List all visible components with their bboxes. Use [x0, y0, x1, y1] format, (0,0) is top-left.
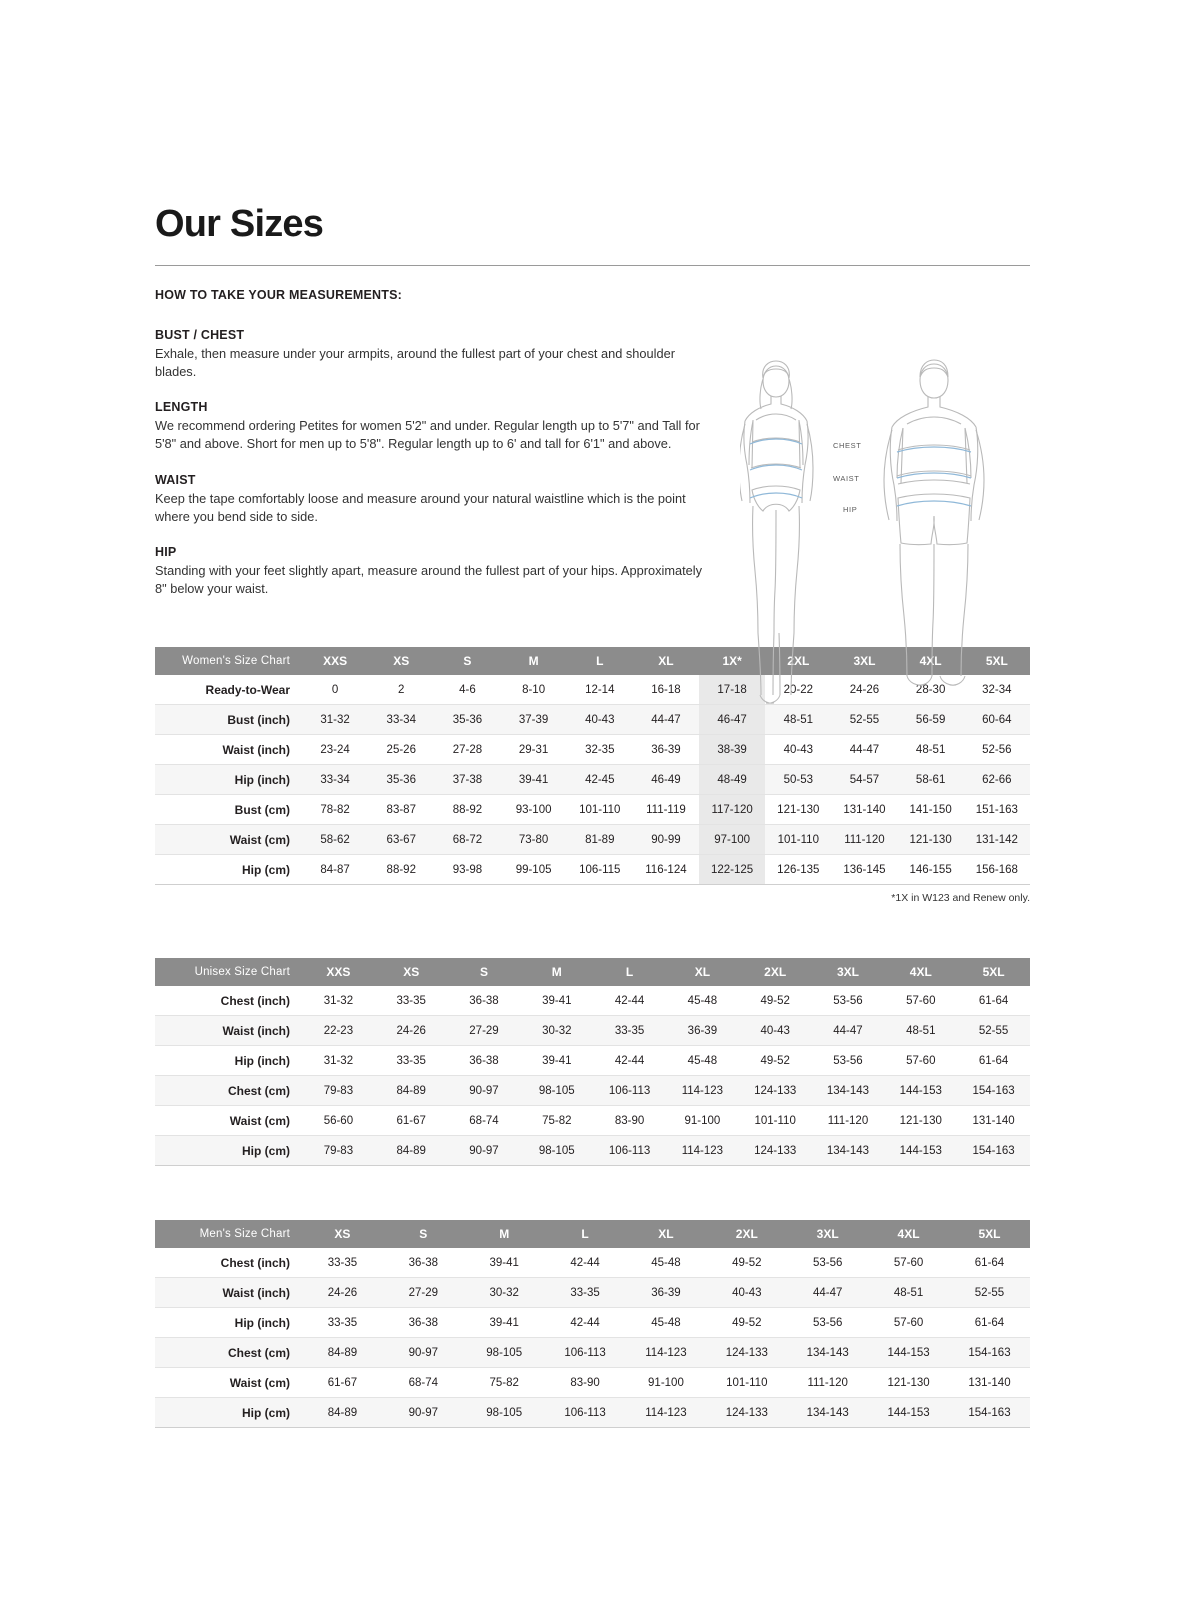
cell: 45-48 [626, 1308, 707, 1338]
section-hip [155, 545, 715, 598]
cell: 24-26 [375, 1016, 448, 1046]
cell: 78-82 [302, 795, 368, 825]
cell: 98-105 [464, 1338, 545, 1368]
column-header: 1X* [699, 647, 765, 675]
cell: 40-43 [739, 1016, 812, 1046]
row-label: Hip (cm) [155, 1136, 302, 1166]
section-body: We recommend ordering Petites for women 5'2" and under. Regular length up to 5'7" and Tall for 5'8" and above. Short for men up to 5'8". Regular length up to 6' and tall for 6'1" and above. [155, 418, 700, 452]
cell: 154-163 [957, 1136, 1030, 1166]
mens-chart-header-label: Men's Size Chart [155, 1220, 302, 1248]
column-header: 3XL [812, 958, 885, 986]
cell: 88-92 [434, 795, 500, 825]
cell: 42-44 [593, 986, 666, 1016]
cell: 36-39 [666, 1016, 739, 1046]
cell: 49-52 [739, 986, 812, 1016]
cell: 33-35 [302, 1248, 383, 1278]
cell: 61-64 [957, 1046, 1030, 1076]
column-header: 5XL [964, 647, 1030, 675]
column-header: 3XL [831, 647, 897, 675]
cell: 24-26 [302, 1278, 383, 1308]
cell: 106-115 [567, 855, 633, 885]
cell: 131-140 [831, 795, 897, 825]
cell: 52-55 [957, 1016, 1030, 1046]
page-content [155, 205, 1030, 1428]
table-row [155, 1368, 1030, 1398]
figure-labels [833, 441, 861, 514]
section-length [155, 400, 715, 453]
cell: 144-153 [884, 1076, 957, 1106]
column-header: 4XL [898, 647, 964, 675]
cell: 39-41 [520, 986, 593, 1016]
column-header: 2XL [706, 1220, 787, 1248]
section-body: Standing with your feet slightly apart, measure around the fullest part of your hips. Approximately 8" below your waist. [155, 562, 703, 597]
female-measure-lines [750, 439, 802, 498]
cell: 144-153 [868, 1398, 949, 1428]
table-row [155, 1398, 1030, 1428]
cell: 98-105 [464, 1398, 545, 1428]
cell: 40-43 [567, 705, 633, 735]
column-header: L [545, 1220, 626, 1248]
column-header: XXS [302, 958, 375, 986]
table-row [155, 1308, 1030, 1338]
cell: 50-53 [765, 765, 831, 795]
cell: 33-34 [302, 765, 368, 795]
cell: 106-113 [593, 1136, 666, 1166]
column-header: XXS [302, 647, 368, 675]
cell: 44-47 [633, 705, 699, 735]
cell: 111-120 [787, 1368, 868, 1398]
cell: 141-150 [898, 795, 964, 825]
cell: 20-22 [765, 675, 831, 705]
cell: 131-140 [949, 1368, 1030, 1398]
row-label: Hip (inch) [155, 765, 302, 795]
cell: 151-163 [964, 795, 1030, 825]
cell: 42-44 [593, 1046, 666, 1076]
cell: 111-120 [831, 825, 897, 855]
cell: 134-143 [812, 1076, 885, 1106]
cell: 97-100 [699, 825, 765, 855]
cell: 36-38 [383, 1308, 464, 1338]
cell: 30-32 [464, 1278, 545, 1308]
cell: 40-43 [706, 1278, 787, 1308]
section-body: Exhale, then measure under your armpits, around the fullest part of your chest and shoulder blades. [155, 346, 675, 380]
cell: 28-30 [898, 675, 964, 705]
column-header: XL [626, 1220, 707, 1248]
cell: 114-123 [666, 1136, 739, 1166]
table-row [155, 855, 1030, 885]
title-divider [155, 265, 1030, 266]
female-figure-illustration [740, 361, 813, 703]
row-label: Chest (cm) [155, 1338, 302, 1368]
cell: 98-105 [520, 1136, 593, 1166]
cell: 84-87 [302, 855, 368, 885]
table-row [155, 1136, 1030, 1166]
figure-label-hip: HIP [843, 505, 858, 514]
cell: 134-143 [787, 1338, 868, 1368]
cell: 114-123 [626, 1398, 707, 1428]
cell: 53-56 [812, 1046, 885, 1076]
cell: 44-47 [787, 1278, 868, 1308]
row-label: Waist (cm) [155, 1106, 302, 1136]
cell: 61-64 [949, 1248, 1030, 1278]
column-header: XL [666, 958, 739, 986]
cell: 90-99 [633, 825, 699, 855]
cell: 124-133 [706, 1398, 787, 1428]
table-row [155, 735, 1030, 765]
mens-size-chart-table [155, 1220, 1030, 1428]
cell: 37-39 [501, 705, 567, 735]
cell: 31-32 [302, 986, 375, 1016]
row-label: Chest (inch) [155, 1248, 302, 1278]
male-figure-illustration [884, 360, 984, 685]
cell: 23-24 [302, 735, 368, 765]
cell: 39-41 [501, 765, 567, 795]
cell: 57-60 [868, 1248, 949, 1278]
cell: 68-74 [448, 1106, 521, 1136]
page-title: Our Sizes [155, 203, 324, 245]
cell: 126-135 [765, 855, 831, 885]
cell: 124-133 [706, 1338, 787, 1368]
cell: 42-45 [567, 765, 633, 795]
cell: 154-163 [949, 1398, 1030, 1428]
cell: 156-168 [964, 855, 1030, 885]
cell: 48-51 [898, 735, 964, 765]
cell: 12-14 [567, 675, 633, 705]
table-header-row [155, 958, 1030, 986]
cell: 114-123 [626, 1338, 707, 1368]
cell: 37-38 [434, 765, 500, 795]
cell: 57-60 [884, 1046, 957, 1076]
cell: 36-39 [633, 735, 699, 765]
column-header: S [383, 1220, 464, 1248]
cell: 42-44 [545, 1248, 626, 1278]
cell: 39-41 [464, 1308, 545, 1338]
column-header: S [434, 647, 500, 675]
figure-label-chest: CHEST [833, 441, 862, 450]
cell: 49-52 [739, 1046, 812, 1076]
cell: 27-29 [383, 1278, 464, 1308]
column-header: 4XL [868, 1220, 949, 1248]
cell: 31-32 [302, 1046, 375, 1076]
row-label: Waist (inch) [155, 1278, 302, 1308]
table-row [155, 986, 1030, 1016]
cell: 88-92 [368, 855, 434, 885]
cell: 106-113 [593, 1076, 666, 1106]
cell: 39-41 [464, 1248, 545, 1278]
body-measurement-figures [740, 358, 1040, 718]
section-title: BUST / CHEST [155, 328, 245, 342]
column-header: XS [375, 958, 448, 986]
cell: 93-100 [501, 795, 567, 825]
cell: 45-48 [626, 1248, 707, 1278]
cell: 154-163 [949, 1338, 1030, 1368]
section-bust-chest [155, 328, 715, 381]
cell: 52-56 [964, 735, 1030, 765]
cell: 48-51 [884, 1016, 957, 1046]
cell: 61-67 [375, 1106, 448, 1136]
cell: 84-89 [302, 1338, 383, 1368]
cell: 53-56 [787, 1248, 868, 1278]
cell: 48-51 [868, 1278, 949, 1308]
cell: 84-89 [302, 1398, 383, 1428]
table-row [155, 825, 1030, 855]
cell: 62-66 [964, 765, 1030, 795]
cell: 101-110 [765, 825, 831, 855]
cell: 33-35 [375, 986, 448, 1016]
section-title: HIP [155, 544, 177, 559]
unisex-size-chart-table [155, 958, 1030, 1166]
cell: 121-130 [868, 1368, 949, 1398]
cell: 22-23 [302, 1016, 375, 1046]
cell: 35-36 [434, 705, 500, 735]
table-row [155, 1338, 1030, 1368]
cell: 58-62 [302, 825, 368, 855]
table-spacer [155, 904, 1030, 940]
row-label: Hip (cm) [155, 855, 302, 885]
cell: 84-89 [375, 1136, 448, 1166]
cell: 36-38 [383, 1248, 464, 1278]
cell: 93-98 [434, 855, 500, 885]
cell: 124-133 [739, 1076, 812, 1106]
cell: 83-87 [368, 795, 434, 825]
cell: 136-145 [831, 855, 897, 885]
section-title: LENGTH [155, 400, 208, 415]
cell: 53-56 [787, 1308, 868, 1338]
table-header-row [155, 1220, 1030, 1248]
cell: 63-67 [368, 825, 434, 855]
cell: 48-51 [765, 705, 831, 735]
cell: 4-6 [434, 675, 500, 705]
cell: 60-64 [964, 705, 1030, 735]
cell: 33-35 [593, 1016, 666, 1046]
cell: 17-18 [699, 675, 765, 705]
cell: 83-90 [545, 1368, 626, 1398]
cell: 111-120 [812, 1106, 885, 1136]
cell: 16-18 [633, 675, 699, 705]
how-to-heading: HOW TO TAKE YOUR MEASUREMENTS: [155, 288, 402, 302]
cell: 131-142 [964, 825, 1030, 855]
column-header: 3XL [787, 1220, 868, 1248]
measurement-instructions [155, 288, 1030, 633]
cell: 91-100 [666, 1106, 739, 1136]
cell: 154-163 [957, 1076, 1030, 1106]
cell: 73-80 [501, 825, 567, 855]
column-header: XS [302, 1220, 383, 1248]
table-row [155, 1106, 1030, 1136]
cell: 33-35 [302, 1308, 383, 1338]
cell: 146-155 [898, 855, 964, 885]
row-label: Waist (inch) [155, 1016, 302, 1046]
cell: 33-34 [368, 705, 434, 735]
cell: 46-47 [699, 705, 765, 735]
cell: 32-35 [567, 735, 633, 765]
table-row [155, 1016, 1030, 1046]
cell: 53-56 [812, 986, 885, 1016]
cell: 58-61 [898, 765, 964, 795]
cell: 68-72 [434, 825, 500, 855]
male-measure-lines [897, 447, 971, 506]
cell: 134-143 [812, 1136, 885, 1166]
cell: 46-49 [633, 765, 699, 795]
cell: 27-29 [448, 1016, 521, 1046]
table-row [155, 1278, 1030, 1308]
cell: 101-110 [567, 795, 633, 825]
column-header: 2XL [739, 958, 812, 986]
cell: 56-60 [302, 1106, 375, 1136]
cell: 144-153 [868, 1338, 949, 1368]
cell: 111-119 [633, 795, 699, 825]
cell: 90-97 [383, 1398, 464, 1428]
cell: 121-130 [884, 1106, 957, 1136]
cell: 32-34 [964, 675, 1030, 705]
cell: 36-39 [626, 1278, 707, 1308]
cell: 101-110 [739, 1106, 812, 1136]
cell: 56-59 [898, 705, 964, 735]
column-header: 4XL [884, 958, 957, 986]
column-header: 5XL [957, 958, 1030, 986]
cell: 39-41 [520, 1046, 593, 1076]
cell: 36-38 [448, 986, 521, 1016]
cell: 121-130 [898, 825, 964, 855]
cell: 75-82 [464, 1368, 545, 1398]
cell: 33-35 [375, 1046, 448, 1076]
row-label: Hip (inch) [155, 1308, 302, 1338]
column-header: L [593, 958, 666, 986]
column-header: M [464, 1220, 545, 1248]
cell: 79-83 [302, 1136, 375, 1166]
table-row [155, 1076, 1030, 1106]
cell: 24-26 [831, 675, 897, 705]
cell: 54-57 [831, 765, 897, 795]
column-header: XL [633, 647, 699, 675]
row-label: Waist (inch) [155, 735, 302, 765]
cell: 75-82 [520, 1106, 593, 1136]
cell: 90-97 [448, 1136, 521, 1166]
row-label: Ready-to-Wear [155, 675, 302, 705]
column-header: M [501, 647, 567, 675]
cell: 49-52 [706, 1248, 787, 1278]
cell: 114-123 [666, 1076, 739, 1106]
cell: 2 [368, 675, 434, 705]
cell: 134-143 [787, 1398, 868, 1428]
cell: 106-113 [545, 1398, 626, 1428]
cell: 0 [302, 675, 368, 705]
cell: 84-89 [375, 1076, 448, 1106]
cell: 98-105 [520, 1076, 593, 1106]
womens-chart-header-label: Women's Size Chart [155, 647, 302, 675]
cell: 122-125 [699, 855, 765, 885]
cell: 52-55 [831, 705, 897, 735]
cell: 45-48 [666, 986, 739, 1016]
cell: 101-110 [706, 1368, 787, 1398]
cell: 38-39 [699, 735, 765, 765]
cell: 99-105 [501, 855, 567, 885]
table-row [155, 1046, 1030, 1076]
cell: 61-64 [949, 1308, 1030, 1338]
row-label: Hip (cm) [155, 1398, 302, 1428]
cell: 61-64 [957, 986, 1030, 1016]
column-header: 5XL [949, 1220, 1030, 1248]
row-label: Waist (cm) [155, 1368, 302, 1398]
column-header: M [520, 958, 593, 986]
column-header: XS [368, 647, 434, 675]
unisex-chart-header-label: Unisex Size Chart [155, 958, 302, 986]
cell: 45-48 [666, 1046, 739, 1076]
cell: 8-10 [501, 675, 567, 705]
cell: 90-97 [383, 1338, 464, 1368]
measurement-text-column [155, 288, 715, 598]
cell: 124-133 [739, 1136, 812, 1166]
row-label: Chest (cm) [155, 1076, 302, 1106]
column-header: S [448, 958, 521, 986]
cell: 40-43 [765, 735, 831, 765]
cell: 35-36 [368, 765, 434, 795]
cell: 29-31 [501, 735, 567, 765]
figure-label-waist: WAIST [833, 474, 860, 483]
cell: 91-100 [626, 1368, 707, 1398]
cell: 27-28 [434, 735, 500, 765]
cell: 33-35 [545, 1278, 626, 1308]
row-label: Bust (cm) [155, 795, 302, 825]
table-row [155, 765, 1030, 795]
section-title: WAIST [155, 472, 196, 487]
womens-chart-footnote: *1X in W123 and Renew only. [891, 892, 1030, 904]
row-label: Hip (inch) [155, 1046, 302, 1076]
cell: 31-32 [302, 705, 368, 735]
column-header: 2XL [765, 647, 831, 675]
cell: 90-97 [448, 1076, 521, 1106]
cell: 144-153 [884, 1136, 957, 1166]
row-label: Chest (inch) [155, 986, 302, 1016]
cell: 121-130 [765, 795, 831, 825]
cell: 57-60 [884, 986, 957, 1016]
row-label: Waist (cm) [155, 825, 302, 855]
cell: 83-90 [593, 1106, 666, 1136]
cell: 106-113 [545, 1338, 626, 1368]
row-label: Bust (inch) [155, 705, 302, 735]
cell: 30-32 [520, 1016, 593, 1046]
column-header: L [567, 647, 633, 675]
section-body: Keep the tape comfortably loose and measure around your natural waistline which is the point where you bend side to side. [155, 490, 686, 524]
cell: 49-52 [706, 1308, 787, 1338]
section-waist [155, 473, 715, 526]
cell: 44-47 [831, 735, 897, 765]
cell: 36-38 [448, 1046, 521, 1076]
cell: 68-74 [383, 1368, 464, 1398]
cell: 61-67 [302, 1368, 383, 1398]
cell: 48-49 [699, 765, 765, 795]
table-row [155, 795, 1030, 825]
cell: 81-89 [567, 825, 633, 855]
cell: 52-55 [949, 1278, 1030, 1308]
cell: 131-140 [957, 1106, 1030, 1136]
cell: 42-44 [545, 1308, 626, 1338]
cell: 116-124 [633, 855, 699, 885]
cell: 79-83 [302, 1076, 375, 1106]
cell: 25-26 [368, 735, 434, 765]
cell: 44-47 [812, 1016, 885, 1046]
table-row [155, 1248, 1030, 1278]
cell: 57-60 [868, 1308, 949, 1338]
cell: 117-120 [699, 795, 765, 825]
table-spacer [155, 1166, 1030, 1202]
